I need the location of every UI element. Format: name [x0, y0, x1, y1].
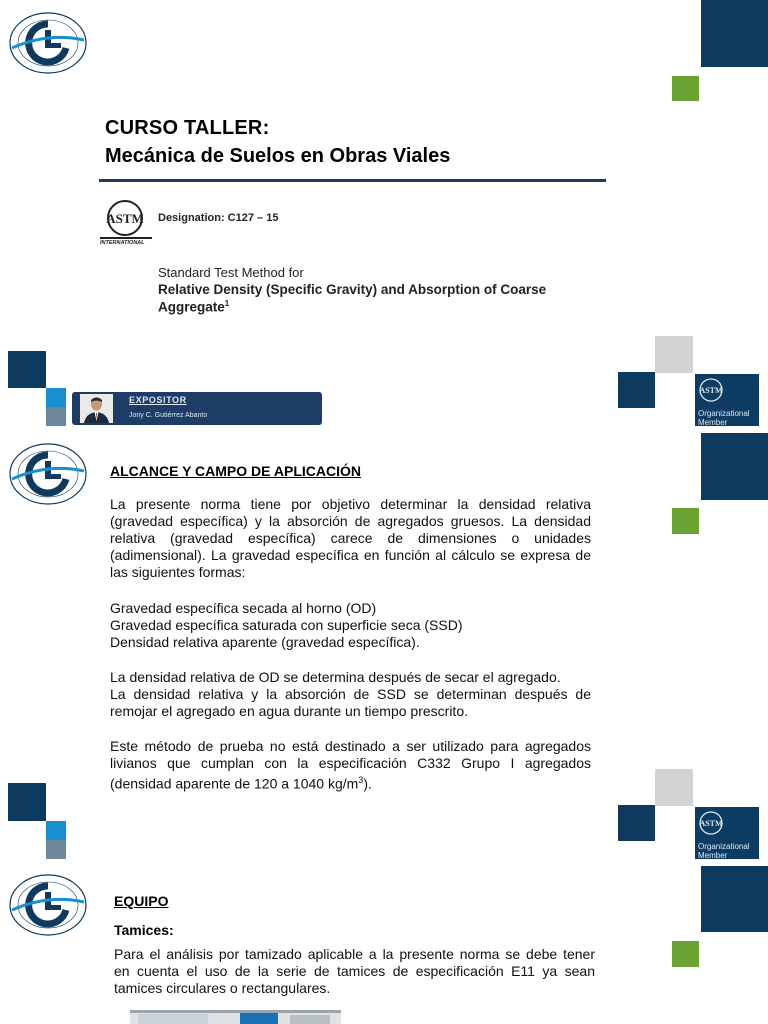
scope-paragraph: La presente norma tiene por objetivo determinar la densidad relativa (gravedad específica) y la absorción de agregados gruesos. La densidad relativa (gravedad específica) carece de dimensiones o unidades (adimensional). La gravedad específica en función al cálculo se expresa de las siguientes formas: [110, 496, 591, 580]
decor-square [618, 805, 655, 841]
sieves-subheading: Tamices: [114, 922, 174, 938]
institution-logo [8, 872, 88, 938]
decor-square [672, 76, 699, 101]
course-title: CURSO TALLER: [105, 117, 270, 139]
section-heading: EQUIPO [114, 893, 169, 909]
svg-text:ASTM: ASTM [699, 386, 723, 395]
decor-square [672, 941, 699, 967]
density-forms-list [110, 600, 463, 651]
astm-badge-icon [698, 810, 724, 836]
svg-text:ASTM: ASTM [699, 819, 723, 828]
decor-square [655, 769, 693, 806]
decor-square [701, 866, 768, 932]
sieves-paragraph: Para el análisis por tamizado aplicable a la presente norma se debe tener en cuenta el uso de la serie de tamices de especificación E11 ya sean tamices circulares o rectangulares. [114, 946, 595, 996]
title-divider [99, 179, 606, 182]
decor-square [46, 840, 66, 859]
astm-organizational-member-badge: ASTM Organizational Member [695, 807, 759, 859]
standard-title-line2: Relative Density (Specific Gravity) and Absorption of Coarse [158, 282, 547, 297]
list-item: Gravedad específica saturada con superficie seca (SSD) [110, 617, 463, 633]
astm-organizational-member-badge: ASTM Organizational Member [695, 374, 759, 426]
institution-logo [8, 10, 88, 76]
limitation-paragraph: Este método de prueba no está destinado a ser utilizado para agregados livianos que cumplan con la especificación C332 Grupo I agregados (densidad aparente de 120 a 1040 $kg/m^3$). [110, 738, 591, 792]
expositor-name: Jony C. Gutiérrez Abanto [129, 412, 208, 419]
list-item: Gravedad específica secada al horno (OD) [110, 600, 377, 616]
decor-square [8, 351, 46, 388]
expositor-label: EXPOSITOR [129, 395, 187, 405]
astm-badge-icon [698, 377, 724, 403]
institution-logo [8, 441, 88, 507]
svg-text:ASTM: ASTM [106, 211, 144, 226]
decor-square [46, 407, 66, 426]
astm-international-label: INTERNATIONAL [100, 240, 145, 246]
speaker-photo [80, 394, 113, 423]
astm-designation: Designation: C127 – 15 [158, 212, 279, 224]
list-item: Densidad relativa aparente (gravedad específica). [110, 634, 420, 650]
decor-square [618, 372, 655, 408]
decor-square [655, 336, 693, 373]
section-heading: ALCANCE Y CAMPO DE APLICACIÓN [110, 463, 361, 479]
density-paragraph: La densidad relativa de OD se determina después de secar el agregado. La densidad relativa y la absorción de SSD se determinan después de remojar el agregado en agua durante un tiempo prescrito. [110, 669, 591, 719]
equipment-photo [130, 1010, 341, 1024]
decor-square [701, 0, 768, 67]
standard-title-line1: Standard Test Method for [158, 265, 304, 280]
standard-title-line3: Aggregate$^1$ [158, 299, 230, 315]
course-subtitle: Mecánica de Suelos en Obras Viales [105, 145, 451, 167]
decor-square [8, 783, 46, 821]
decor-square [46, 821, 66, 840]
decor-square [46, 388, 66, 407]
decor-square [672, 508, 699, 534]
decor-square [701, 433, 768, 500]
